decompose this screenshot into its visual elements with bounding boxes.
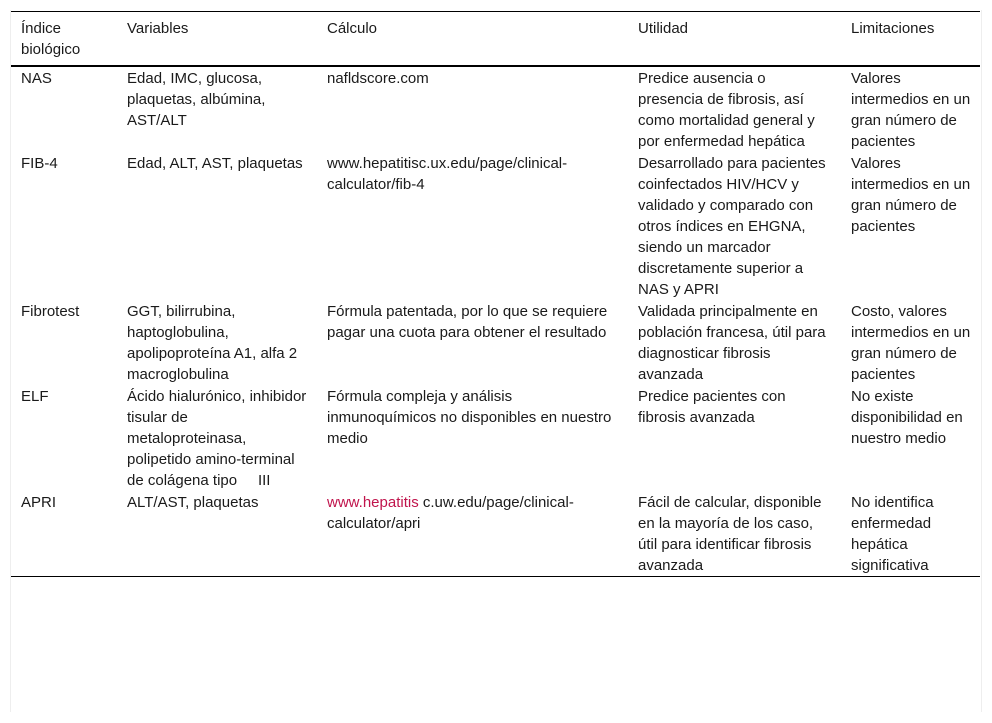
biological-index-table xyxy=(11,11,980,577)
cell-limitaciones: No existe disponibilidad en nuestro medio xyxy=(851,388,963,447)
cell-utilidad: Validada principalmente en población francesa, útil para diagnosticar fibrosis avanzada xyxy=(638,303,826,383)
header-indice: Índice biológico xyxy=(21,20,81,58)
cell-utilidad: Predice ausencia o presencia de fibrosis, así como mortalidad general y por enfermedad hepática xyxy=(638,70,815,150)
cell-indice: FIB-4 xyxy=(21,155,58,172)
cell-calculo: nafldscore.com xyxy=(327,70,429,87)
header-limitaciones: Limitaciones xyxy=(851,20,935,37)
cell-indice: APRI xyxy=(21,494,57,511)
table-row xyxy=(11,66,980,152)
table-header-row xyxy=(11,12,980,67)
calculo-text: c.uw.edu/page/clinical-calculator/apri xyxy=(327,494,574,532)
cell-utilidad: Predice pacientes con fibrosis avanzada xyxy=(638,388,786,426)
cell-indice: ELF xyxy=(21,388,49,405)
cell-variables xyxy=(117,385,317,491)
cell-limitaciones: Valores intermedios en un gran número de pacientes xyxy=(851,155,971,235)
cell-calculo: www.hepatitisc.ux.edu/page/clinical-calculator/fib-4 xyxy=(327,155,568,193)
cell-calculo: Fórmula patentada, por lo que se requiere pagar una cuota para obtener el resultado xyxy=(327,303,608,341)
cell-limitaciones: No identifica enfermedad hepática significativa xyxy=(851,494,934,574)
table-row xyxy=(11,385,980,491)
table-row xyxy=(11,491,980,577)
cell-limitaciones: Costo, valores intermedios en un gran número de pacientes xyxy=(851,303,971,383)
header-variables: Variables xyxy=(127,20,189,37)
cell-variables: ALT/AST, plaquetas xyxy=(127,494,259,511)
cell-indice: Fibrotest xyxy=(21,303,80,320)
cell-variables: GGT, bilirrubina, haptoglobulina, apolipoproteína A1, alfa 2 macroglobulina xyxy=(127,303,298,383)
variables-suffix: III xyxy=(257,472,271,489)
header-calculo: Cálculo xyxy=(327,20,378,37)
cell-utilidad: Fácil de calcular, disponible en la mayoría de los caso, útil para identificar fibrosis avanzada xyxy=(638,494,822,574)
cell-limitaciones: Valores intermedios en un gran número de pacientes xyxy=(851,70,971,150)
cell-calculo xyxy=(317,491,628,577)
header-utilidad: Utilidad xyxy=(638,20,689,37)
hepatitis-link[interactable]: www.hepatitis xyxy=(327,494,419,511)
variables-text: Ácido hialurónico, inhibidor tisular de metaloproteinasa, polipetido amino-terminal de colágena tipo xyxy=(127,388,307,489)
cell-variables: Edad, ALT, AST, plaquetas xyxy=(127,155,303,172)
cell-calculo: Fórmula compleja y análisis inmunoquímicos no disponibles en nuestro medio xyxy=(327,388,612,447)
cell-indice: NAS xyxy=(21,70,52,87)
cell-utilidad: Desarrollado para pacientes coinfectados HIV/HCV y validado y comparado con otros índices en EHGNA, siendo un marcador discretamente superior a NAS y APRI xyxy=(638,155,826,298)
table-row xyxy=(11,300,980,385)
cell-variables: Edad, IMC, glucosa, plaquetas, albúmina, AST/ALT xyxy=(127,70,266,129)
table-row xyxy=(11,152,980,300)
